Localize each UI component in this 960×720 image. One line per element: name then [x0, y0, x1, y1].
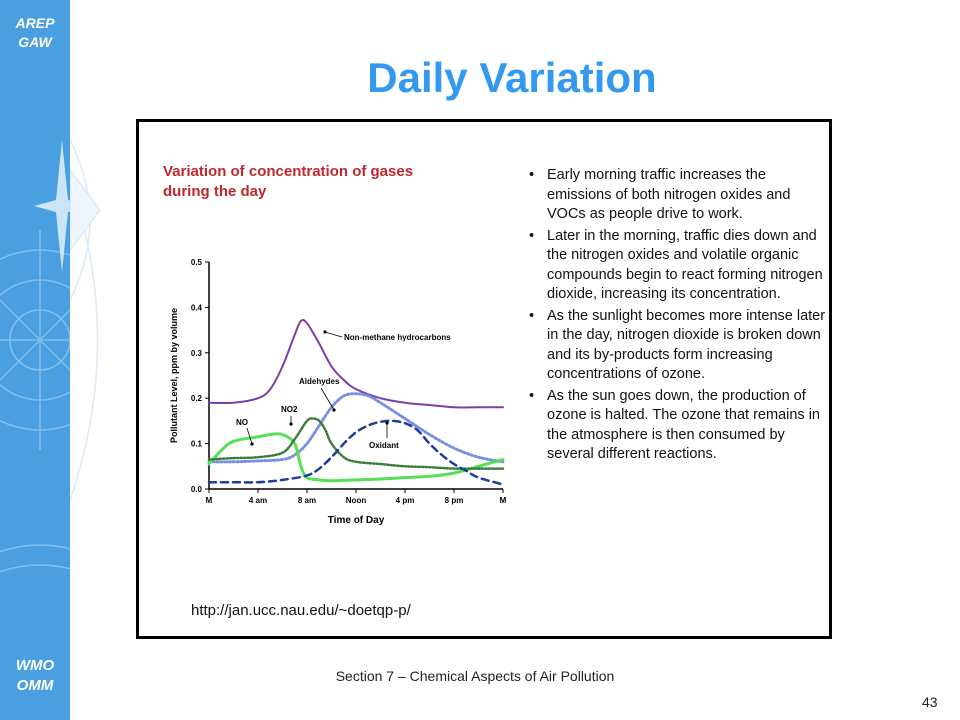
figure-panel: [136, 119, 832, 639]
label-no2-dot: [289, 422, 292, 425]
label-no-dot: [250, 442, 253, 445]
explanation-item-3: • As the sunlight becomes more intense later in the day, nitrogen dioxide is broken down and its by-products form increasing concentrations of ozone.: [529, 307, 829, 385]
y-axis-title: Pollutant Level, ppm by volume: [169, 307, 179, 444]
label-hydrocarbons-dot: [323, 330, 326, 333]
y-tick-label: 0.3: [190, 348, 202, 358]
wmo-omm-logo: [0, 656, 70, 696]
explanation-item-2: • Later in the morning, traffic dies down and the nitrogen oxides and volatile organic compounds begin to react forming nitrogen dioxide, increasing its concentration.: [529, 227, 829, 305]
label-aldehydes-leader: [321, 388, 334, 410]
brand-bottom-line2: OMM: [16, 677, 54, 694]
x-tick-label: M: [205, 496, 213, 505]
pollutant-line-chart: [139, 122, 539, 542]
x-tick-label: Noon: [345, 496, 367, 505]
x-axis-title: Time of Day: [327, 515, 385, 526]
source-url: http://jan.ucc.nau.edu/~doetqp-p/: [191, 602, 411, 619]
y-tick-label: 0.0: [190, 485, 202, 494]
page-number: 43: [922, 694, 938, 710]
x-tick-label: 4 pm: [395, 496, 415, 505]
branding-sidebar: [0, 0, 70, 720]
compass-rose-decoration: [0, 0, 70, 720]
brand-top-line1: AREP: [15, 15, 55, 31]
x-tick-label: 4 am: [248, 496, 268, 505]
y-tick-label: 0.1: [190, 439, 202, 449]
y-tick-label: 0.2: [190, 394, 202, 404]
label-aldehydes: Aldehydes: [299, 377, 340, 386]
label-oxidant-dot: [385, 421, 388, 424]
arep-gaw-logo: [0, 14, 70, 52]
x-tick-label: 8 am: [297, 496, 317, 505]
y-tick-label: 0.4: [190, 303, 202, 313]
series-line-aldehydes: [209, 394, 503, 462]
explanation-item-4: • As the sun goes down, the production of ozone is halted. The ozone that remains in the atmosphere is then consumed by several different reactions.: [529, 387, 829, 465]
label-hydrocarbons: Non-methane hydrocarbons: [344, 333, 451, 342]
brand-top-line2: GAW: [18, 34, 52, 50]
chart-heading-line2: during the day: [163, 183, 267, 200]
label-oxidant: Oxidant: [369, 441, 399, 450]
explanation-list: [529, 166, 829, 467]
brand-bottom-line1: WMO: [15, 657, 55, 674]
sidebar-fade-decoration: [70, 100, 130, 620]
label-no2: NO2: [281, 405, 298, 414]
label-hydrocarbons-leader: [325, 332, 342, 337]
series-line-oxidant: [209, 421, 503, 485]
explanation-item-1: • Early morning traffic increases the emissions of both nitrogen oxides and VOCs as people drive to work.: [529, 166, 829, 225]
y-tick-label: 0.5: [190, 258, 202, 267]
footer-section-title: Section 7 – Chemical Aspects of Air Pollution: [335, 668, 615, 684]
label-aldehydes-dot: [332, 408, 335, 411]
chart-heading-line1: Variation of concentration of gases: [163, 163, 414, 180]
page-title: Daily Variation: [367, 54, 657, 101]
label-no-leader: [247, 428, 252, 444]
label-no: NO: [236, 418, 248, 427]
x-tick-label: M: [499, 496, 507, 505]
x-tick-label: 8 pm: [444, 496, 464, 505]
